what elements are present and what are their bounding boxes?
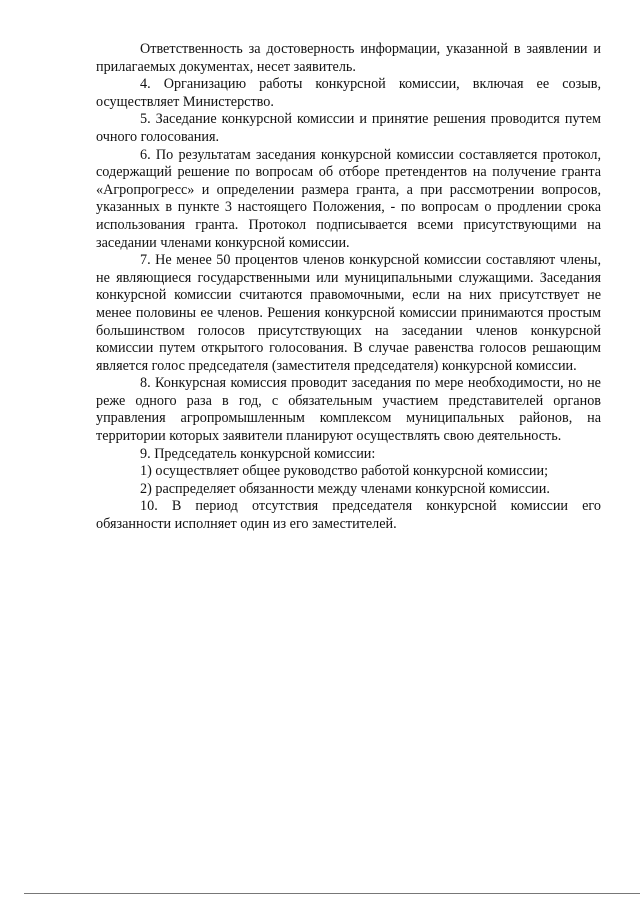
paragraph-4: 4. Организацию работы конкурсной комиссии, включая ее созыв, осуществляет Министерство. [96,76,601,110]
paragraph-9-item-1: 1) осуществляет общее руководство работой конкурсной комиссии; [140,463,549,480]
paragraph-9-item-2: 2) распределяет обязанности между членами конкурсной комиссии. [140,480,550,497]
bottom-scan-line [24,893,640,894]
paragraph-8: 8. Конкурсная комиссия проводит заседания по мере необходимости, но не реже одного раза в год, с обязательным участием представителей органов управления агропромышленным комплексом муниципальных районов, на территории которых заявители планируют осуществлять свою деятельность. [96,375,601,445]
paragraph-responsibility: Ответственность за достоверность информации, указанной в заявлении и прилагаемых документах, несет заявитель. [96,41,601,75]
paragraph-9: 9. Председатель конкурсной комиссии: [140,445,376,462]
paragraph-7: 7. Не менее 50 процентов членов конкурсной комиссии составляют члены, не являющиеся государственными или муниципальными служащими. Заседания конкурсной комиссии считаются правомочными, если на них присутствует не менее половины ее членов. Решения конкурсной комиссии принимаются простым большинством голосов присутствующих на заседании членов конкурсной комиссии путем открытого голосования. В случае равенства голосов решающим является голос председателя (заместителя председателя) конкурсной комиссии. [96,252,601,374]
paragraph-6: 6. По результатам заседания конкурсной комиссии составляется протокол, содержащий решение по вопросам об отборе претендентов на получение гранта «Агропрогресс» и определении размера гранта, а при рассмотрении вопросов, указанных в пункте 3 настоящего Положения, - по вопросам о продлении срока использования гранта. Протокол подписывается всеми присутствующими на заседании членами конкурсной комиссии. [96,146,601,251]
paragraph-10: 10. В период отсутствия председателя конкурсной комиссии его обязанности исполняет один из его заместителей. [96,498,601,533]
paragraph-5: 5. Заседание конкурсной комиссии и принятие решения проводится путем очного голосования. [96,111,601,145]
document-body [96,41,601,534]
